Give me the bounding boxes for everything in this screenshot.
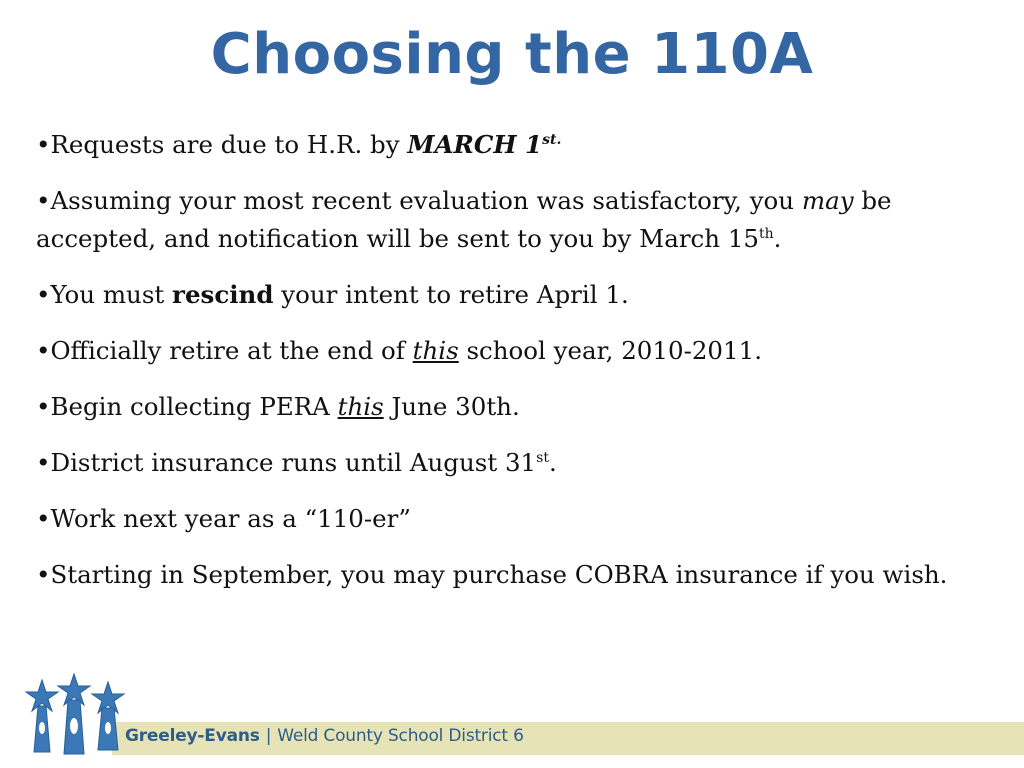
bullet-text: •You must xyxy=(36,280,173,309)
bullet-cobra: •Starting in September, you may purchase COBRA insurance if you wish. xyxy=(36,560,948,589)
bullet-insurance xyxy=(36,444,996,482)
bullet-rescind xyxy=(36,276,996,314)
bullet-officially-retire xyxy=(36,332,996,370)
bullet-list xyxy=(36,126,996,612)
footer-separator: | xyxy=(265,726,272,746)
bullet-emphasis: rescind xyxy=(172,280,274,309)
bullet-text: . xyxy=(548,448,557,477)
footer-district: Weld County School District 6 xyxy=(277,726,524,746)
slide-title: Choosing the 110A xyxy=(210,22,814,87)
bullet-acceptance xyxy=(36,182,996,258)
bullet-text: school year, 2010-2011. xyxy=(458,336,762,365)
bullet-text: •Assuming your most recent evaluation was satisfactory, you xyxy=(36,186,802,215)
bullet-emphasis: this xyxy=(412,336,459,365)
bullet-pera xyxy=(36,388,996,426)
stars-logo-icon xyxy=(22,672,132,764)
footer-org: Greeley-Evans xyxy=(125,726,260,746)
bullet-due-date xyxy=(36,126,996,164)
bullet-text: . xyxy=(773,224,782,253)
bullet-work-next-year: •Work next year as a “110-er” xyxy=(36,504,411,533)
footer-text xyxy=(125,726,524,746)
bullet-superscript: st xyxy=(536,449,549,466)
bullet-text: •District insurance runs until August 31 xyxy=(36,448,537,477)
bullet-text: •Requests are due to H.R. by xyxy=(36,130,408,159)
bullet-text: your intent to retire April 1. xyxy=(273,280,629,309)
bullet-superscript: st. xyxy=(542,131,562,148)
bullet-emphasis: this xyxy=(337,392,384,421)
bullet-emphasis: may xyxy=(801,186,854,215)
bullet-text: •Begin collecting PERA xyxy=(36,392,338,421)
bullet-text: •Officially retire at the end of xyxy=(36,336,413,365)
bullet-text: June 30th. xyxy=(383,392,520,421)
bullet-emphasis: MARCH 1 xyxy=(407,130,543,159)
bullet-text: be accepted, and notification will be sent to you by March 15 xyxy=(36,186,892,253)
bullet-superscript: th xyxy=(759,225,774,242)
